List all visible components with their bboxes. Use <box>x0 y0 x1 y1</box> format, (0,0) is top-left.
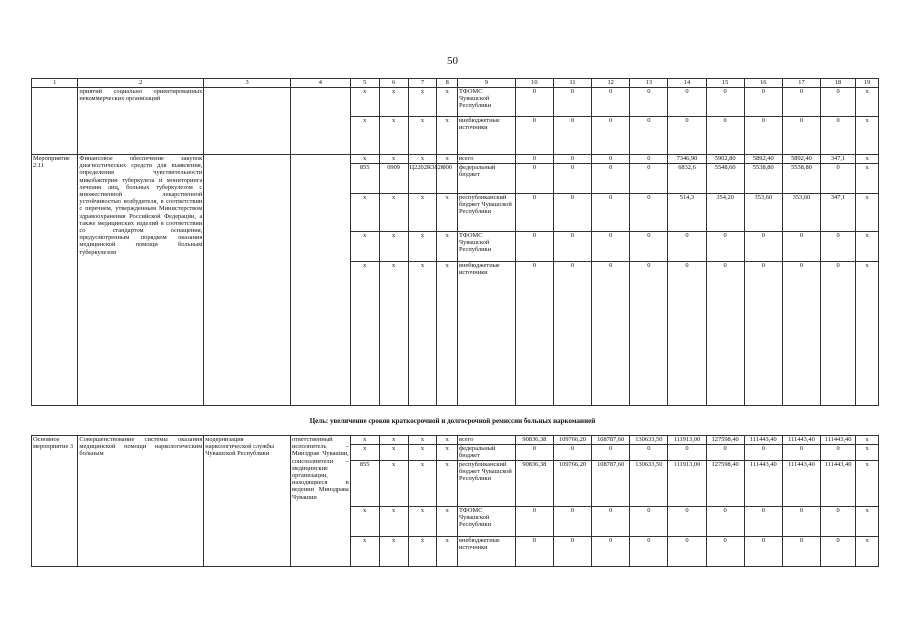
value-cell: 0 <box>668 507 706 537</box>
goal-heading: Цель: увеличение сроков краткосрочной и долгосрочной ремиссии больных наркоманией <box>309 417 596 425</box>
page-number: 50 <box>447 55 458 67</box>
value-cell: 0 <box>553 88 591 117</box>
value-cell: 0 <box>668 445 706 461</box>
executor-cell <box>290 88 350 155</box>
value-cell: 0 <box>592 155 630 164</box>
value-cell: 130633,50 <box>630 461 668 507</box>
value-cell: х <box>856 262 879 406</box>
value-cell: 0 <box>553 262 591 406</box>
value-cell: 0 <box>668 232 706 262</box>
value-cell: 109766,20 <box>553 436 591 445</box>
value-cell: 5892,40 <box>782 155 820 164</box>
value-cell: 0 <box>630 194 668 232</box>
value-cell: 0 <box>515 164 553 194</box>
value-cell: 353,60 <box>744 194 782 232</box>
value-cell: 5892,40 <box>744 155 782 164</box>
value-cell: 0 <box>592 88 630 117</box>
code-cell: 000 <box>437 164 458 194</box>
value-cell: 0 <box>668 88 706 117</box>
code-cell: х <box>408 262 437 406</box>
value-cell: 0 <box>706 117 744 155</box>
value-cell: 0 <box>744 117 782 155</box>
funding-source-cell: ТФОМС Чувашской Республики <box>458 507 516 537</box>
value-cell: 0 <box>821 537 856 567</box>
value-cell: 111443,40 <box>782 461 820 507</box>
value-cell: 0 <box>515 507 553 537</box>
value-cell: 347,1 <box>821 155 856 164</box>
value-cell: 90836,38 <box>515 461 553 507</box>
code-cell: х <box>350 436 379 445</box>
code-cell: х <box>379 507 408 537</box>
code-cell: х <box>350 537 379 567</box>
value-cell: 0 <box>553 194 591 232</box>
value-cell: 0 <box>821 117 856 155</box>
value-cell: 0 <box>630 507 668 537</box>
value-cell: х <box>856 507 879 537</box>
value-cell: 0 <box>782 117 820 155</box>
value-cell: 111913,00 <box>668 436 706 445</box>
code-cell: х <box>437 461 458 507</box>
value-cell: 0 <box>782 445 820 461</box>
value-cell: 111443,40 <box>821 461 856 507</box>
code-cell: х <box>379 232 408 262</box>
column-number-cell: 15 <box>706 79 744 88</box>
funding-source-cell: ТФОМС Чувашской Республики <box>458 88 516 117</box>
funding-source-cell: федеральный бюджет <box>458 445 516 461</box>
value-cell: 0 <box>630 164 668 194</box>
value-cell: 0 <box>668 117 706 155</box>
value-cell: 354,20 <box>706 194 744 232</box>
value-cell: 0 <box>592 262 630 406</box>
value-cell: 0 <box>515 88 553 117</box>
code-cell: х <box>408 461 437 507</box>
code-cell: х <box>408 232 437 262</box>
measure-label-cell: Основное мероприятие 3 <box>32 436 78 567</box>
code-cell: х <box>379 436 408 445</box>
code-cell: 855 <box>350 164 379 194</box>
value-cell: 0 <box>821 88 856 117</box>
funding-source-cell: всего <box>458 155 516 164</box>
column-number-cell: 10 <box>515 79 553 88</box>
value-cell: 0 <box>592 537 630 567</box>
value-cell: 0 <box>592 232 630 262</box>
value-cell: 0 <box>630 155 668 164</box>
value-cell: 347,1 <box>821 194 856 232</box>
value-cell: 5548,60 <box>706 164 744 194</box>
value-cell: 0 <box>515 262 553 406</box>
code-cell: х <box>408 445 437 461</box>
value-cell: 109766,20 <box>553 461 591 507</box>
value-cell: 0 <box>630 537 668 567</box>
column-number-cell: 13 <box>630 79 668 88</box>
value-cell: х <box>856 232 879 262</box>
value-cell: 111913,00 <box>668 461 706 507</box>
code-cell: х <box>379 88 408 117</box>
column-number-cell: 16 <box>744 79 782 88</box>
executor-cell <box>290 155 350 406</box>
value-cell: х <box>856 445 879 461</box>
value-cell: 0 <box>706 232 744 262</box>
value-cell: 0 <box>782 507 820 537</box>
value-cell: 0 <box>515 194 553 232</box>
code-cell: х <box>408 537 437 567</box>
column-number-cell: 14 <box>668 79 706 88</box>
code-cell: х <box>379 537 408 567</box>
code-cell: х <box>379 262 408 406</box>
value-cell: 0 <box>821 445 856 461</box>
funding-source-cell: федеральный бюджет <box>458 164 516 194</box>
value-cell: 0 <box>744 88 782 117</box>
column-number-cell: 3 <box>204 79 291 88</box>
value-cell: 0 <box>744 232 782 262</box>
value-cell: 0 <box>553 164 591 194</box>
value-cell: 0 <box>706 445 744 461</box>
value-cell: 353,60 <box>782 194 820 232</box>
value-cell: 0 <box>553 155 591 164</box>
code-cell: 855 <box>350 461 379 507</box>
value-cell: 127598,40 <box>706 461 744 507</box>
code-cell: х <box>437 88 458 117</box>
code-cell: х <box>437 194 458 232</box>
value-cell: 0 <box>553 232 591 262</box>
goal-cell: модернизация наркологической службы Чувашской Республики <box>204 436 291 567</box>
value-cell: 0 <box>706 507 744 537</box>
value-cell: 127598,40 <box>706 436 744 445</box>
value-cell: х <box>856 537 879 567</box>
value-cell: 0 <box>515 537 553 567</box>
measure-name-cell: Совершенствование системы оказания медицинской помощи наркологическим больным <box>78 436 204 567</box>
code-cell: х <box>408 117 437 155</box>
column-number-cell: 9 <box>458 79 516 88</box>
measure-label-cell <box>32 88 78 155</box>
value-cell: 0 <box>592 117 630 155</box>
code-cell: х <box>437 232 458 262</box>
funding-source-cell: ТФОМС Чувашской Республики <box>458 232 516 262</box>
value-cell: 0 <box>706 262 744 406</box>
value-cell: 0 <box>553 117 591 155</box>
code-cell: х <box>437 262 458 406</box>
column-number-row <box>32 79 879 88</box>
code-cell: х <box>437 507 458 537</box>
column-number-cell: 2 <box>78 79 204 88</box>
value-cell: 0 <box>630 232 668 262</box>
column-number-cell: 11 <box>553 79 591 88</box>
measure-label-cell: Мероприятие 2.11 <box>32 155 78 406</box>
funding-source-cell: внебюджетные источники <box>458 537 516 567</box>
code-cell: х <box>379 117 408 155</box>
code-cell: х <box>350 194 379 232</box>
value-cell: 0 <box>515 155 553 164</box>
value-cell: 0 <box>553 445 591 461</box>
code-cell: х <box>408 194 437 232</box>
value-cell: 0 <box>782 88 820 117</box>
value-cell: х <box>856 164 879 194</box>
column-number-cell: 6 <box>379 79 408 88</box>
program-table-top <box>31 78 879 406</box>
value-cell: 108787,60 <box>592 461 630 507</box>
value-cell: 6832,6 <box>668 164 706 194</box>
code-cell: х <box>437 445 458 461</box>
value-cell: 0 <box>592 164 630 194</box>
value-cell: 0 <box>668 537 706 567</box>
value-cell: 0 <box>592 194 630 232</box>
code-cell: х <box>408 436 437 445</box>
value-cell: 0 <box>592 445 630 461</box>
value-cell: 0 <box>744 507 782 537</box>
value-cell: 0 <box>515 117 553 155</box>
value-cell: 5902,80 <box>706 155 744 164</box>
code-cell: х <box>350 507 379 537</box>
funding-source-cell: республиканский бюджет Чувашской Республики <box>458 194 516 232</box>
executor-cell: ответственный исполнитель – Минздрав Чувашии, соисполнители – медицинские организации, находящиеся в ведении Минздрава Чувашии <box>290 436 350 567</box>
value-cell: 0 <box>782 262 820 406</box>
value-cell: 5538,80 <box>744 164 782 194</box>
value-cell: 111443,40 <box>782 436 820 445</box>
table-row <box>32 436 879 445</box>
column-number-cell: 12 <box>592 79 630 88</box>
code-cell: х <box>408 507 437 537</box>
code-cell: х <box>437 537 458 567</box>
value-cell: 5538,80 <box>782 164 820 194</box>
code-cell: х <box>379 155 408 164</box>
code-cell: Ц2202R3826 <box>408 164 437 194</box>
code-cell: х <box>408 155 437 164</box>
value-cell: 514,3 <box>668 194 706 232</box>
code-cell: х <box>350 445 379 461</box>
value-cell: 90836,38 <box>515 436 553 445</box>
column-number-cell: 7 <box>408 79 437 88</box>
table-row <box>32 155 879 164</box>
code-cell: х <box>437 436 458 445</box>
code-cell: х <box>350 117 379 155</box>
funding-source-cell: внебюджетные источники <box>458 117 516 155</box>
code-cell: х <box>437 117 458 155</box>
column-number-cell: 5 <box>350 79 379 88</box>
value-cell: 0 <box>744 262 782 406</box>
column-number-cell: 8 <box>437 79 458 88</box>
goal-cell <box>204 155 291 406</box>
value-cell: 0 <box>515 445 553 461</box>
value-cell: 0 <box>630 117 668 155</box>
value-cell: х <box>856 194 879 232</box>
value-cell: х <box>856 88 879 117</box>
code-cell: х <box>408 88 437 117</box>
value-cell: 0 <box>744 537 782 567</box>
value-cell: 130633,50 <box>630 436 668 445</box>
funding-source-cell: всего <box>458 436 516 445</box>
code-cell: х <box>350 232 379 262</box>
value-cell: 0 <box>630 445 668 461</box>
value-cell: 0 <box>668 262 706 406</box>
value-cell: 0 <box>821 232 856 262</box>
value-cell: 0 <box>553 507 591 537</box>
table-row <box>32 88 879 117</box>
code-cell: х <box>379 445 408 461</box>
measure-name-cell: Финансовое обеспечение закупок диагностических средств для выявления, определения чувствительности микобактерии туберкулеза и мониторинга лечения лиц, больных туберкулезом с множественной лекарственной устойчивостью возбудителя, в соответствии с перечнем, утвержденным Министерством здравоохранения Российской Федерации, а также медицинских изделий в соответствии со стандартом оснащения, предусмотренным порядком оказания медицинской помощи больным туберкулезом <box>78 155 204 406</box>
column-number-cell: 17 <box>782 79 820 88</box>
value-cell: 0 <box>706 537 744 567</box>
value-cell: х <box>856 155 879 164</box>
value-cell: 111443,40 <box>821 436 856 445</box>
value-cell: 7346,90 <box>668 155 706 164</box>
value-cell: 0 <box>592 507 630 537</box>
value-cell: 111443,40 <box>744 436 782 445</box>
code-cell: х <box>350 262 379 406</box>
value-cell: 0 <box>630 88 668 117</box>
value-cell: 0 <box>821 164 856 194</box>
code-cell: х <box>350 88 379 117</box>
value-cell: 0 <box>706 88 744 117</box>
code-cell: х <box>379 461 408 507</box>
column-number-cell: 1 <box>32 79 78 88</box>
value-cell: 0 <box>744 445 782 461</box>
code-cell: х <box>437 155 458 164</box>
value-cell: х <box>856 461 879 507</box>
program-table-bottom <box>31 435 879 567</box>
code-cell: х <box>350 155 379 164</box>
value-cell: 0 <box>821 262 856 406</box>
measure-name-cell: приятий социально ориентированных некоммерческих организаций <box>78 88 204 155</box>
value-cell: 0 <box>515 232 553 262</box>
value-cell: 0 <box>630 262 668 406</box>
code-cell: х <box>379 194 408 232</box>
value-cell: 108787,60 <box>592 436 630 445</box>
funding-source-cell: внебюджетные источники <box>458 262 516 406</box>
value-cell: 0 <box>782 537 820 567</box>
column-number-cell: 18 <box>821 79 856 88</box>
value-cell: х <box>856 117 879 155</box>
value-cell: 0 <box>782 232 820 262</box>
goal-cell <box>204 88 291 155</box>
funding-source-cell: республиканский бюджет Чувашской Республики <box>458 461 516 507</box>
value-cell: х <box>856 436 879 445</box>
column-number-cell: 4 <box>290 79 350 88</box>
column-number-cell: 19 <box>856 79 879 88</box>
code-cell: 0909 <box>379 164 408 194</box>
value-cell: 0 <box>821 507 856 537</box>
value-cell: 111443,40 <box>744 461 782 507</box>
value-cell: 0 <box>553 537 591 567</box>
